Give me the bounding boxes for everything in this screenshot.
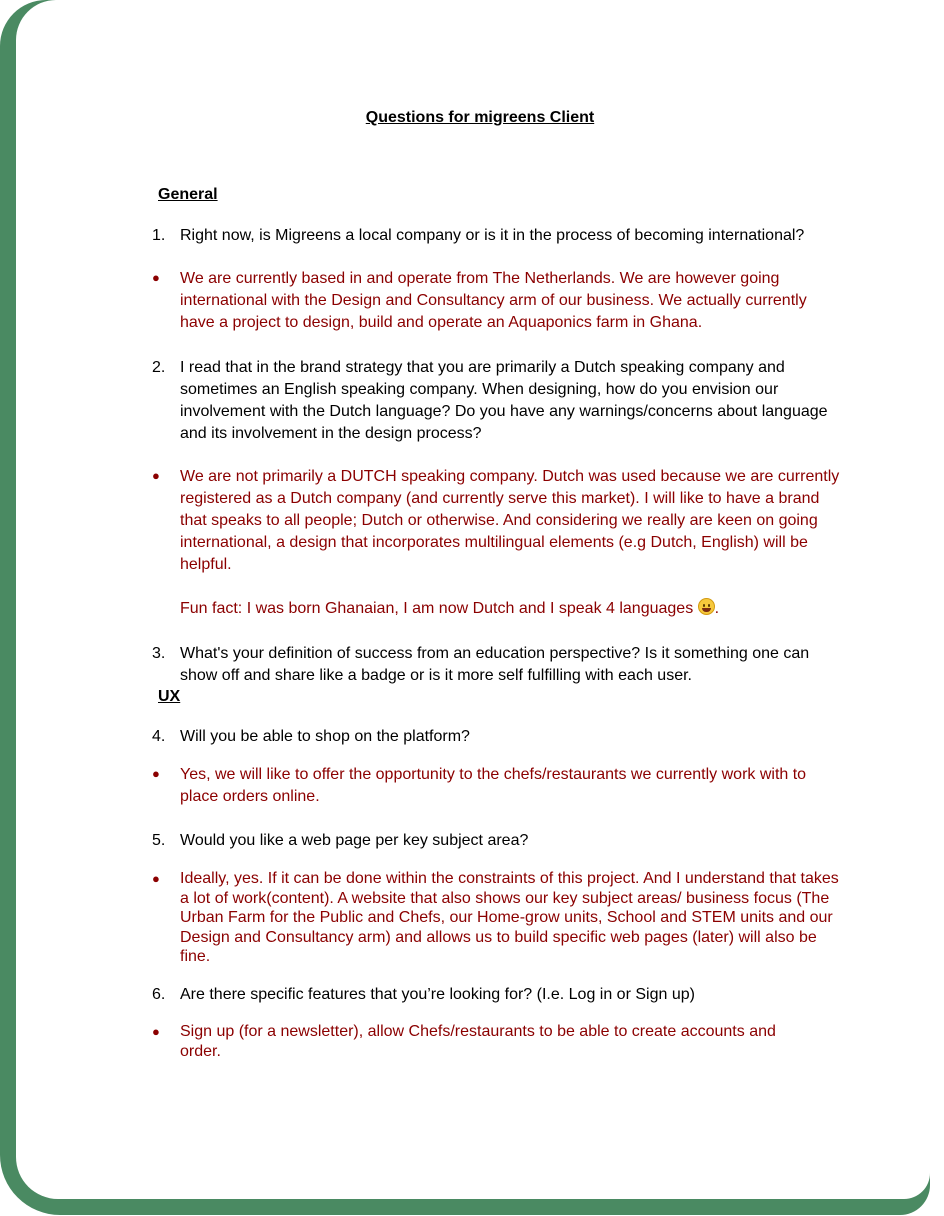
question-number: 2. — [152, 359, 166, 376]
question-number: 5. — [152, 832, 166, 849]
answer-bullet: ● — [152, 871, 160, 886]
question-text: Would you like a web page per key subject area? — [180, 832, 529, 849]
answer-text: Sign up (for a newsletter), allow Chefs/restaurants to be able to create accounts and order. — [180, 1023, 776, 1060]
section-heading-ux: UX — [158, 688, 181, 705]
question-number: 4. — [152, 728, 166, 745]
question-text: Will you be able to shop on the platform? — [180, 728, 470, 745]
document-title: Questions for migreens Client — [365, 109, 595, 126]
answer-bullet: ● — [152, 1024, 160, 1039]
fun-fact-text — [180, 598, 840, 620]
answer-bullet: ● — [152, 766, 160, 781]
question-text: Right now, is Migreens a local company or is it in the process of becoming international? — [180, 227, 805, 244]
question-text: Are there specific features that you’re looking for? (I.e. Log in or Sign up) — [180, 986, 695, 1003]
question-number: 1. — [152, 227, 166, 244]
section-heading-general: General — [158, 186, 218, 203]
answer-text: Ideally, yes. If it can be done within the constraints of this project. And I understand that takes a lot of work(content). A website that also shows our key subject areas/ business focus (The Urban Farm for the Public and Chefs, our Home-grow units, School and STEM units and our Design and Consultancy arm) and allows us to build specific web pages (later) will also be fine. — [180, 870, 839, 965]
answer-text: Yes, we will like to offer the opportunity to the chefs/restaurants we currently work with to place orders online. — [180, 766, 807, 805]
fun-fact-label: Fun fact: I was born Ghanaian, I am now Dutch and I speak 4 languages — [180, 600, 694, 617]
answer-text: We are not primarily a DUTCH speaking company. Dutch was used because we are currently registered as a Dutch company (and currently serve this market). I will like to have a brand that speaks to all people; Dutch or otherwise. And considering we really are keen on going international, a design that incorporates multilingual elements (e.g Dutch, English) will be helpful. — [180, 468, 840, 573]
grinning-face-icon — [698, 598, 715, 615]
answer-bullet: ● — [152, 270, 160, 285]
answer-text: We are currently based in and operate from The Netherlands. We are however going international with the Design and Consultancy arm of our business. We actually currently have a project to design, build and operate an Aquaponics farm in Ghana. — [180, 270, 807, 331]
question-text: I read that in the brand strategy that you are primarily a Dutch speaking company and sometimes an English speaking company. When designing, how do you envision our involvement with the Dutch language? Do you have any warnings/concerns about language and its involvement in the design process? — [180, 359, 828, 442]
answer-bullet: ● — [152, 468, 160, 483]
question-text: What's your definition of success from an education perspective? Is it something one can show off and share like a badge or is it more self fulfilling with each user. — [180, 645, 810, 684]
question-number: 3. — [152, 645, 166, 662]
fun-fact-end: . — [714, 600, 720, 617]
question-number: 6. — [152, 986, 166, 1003]
